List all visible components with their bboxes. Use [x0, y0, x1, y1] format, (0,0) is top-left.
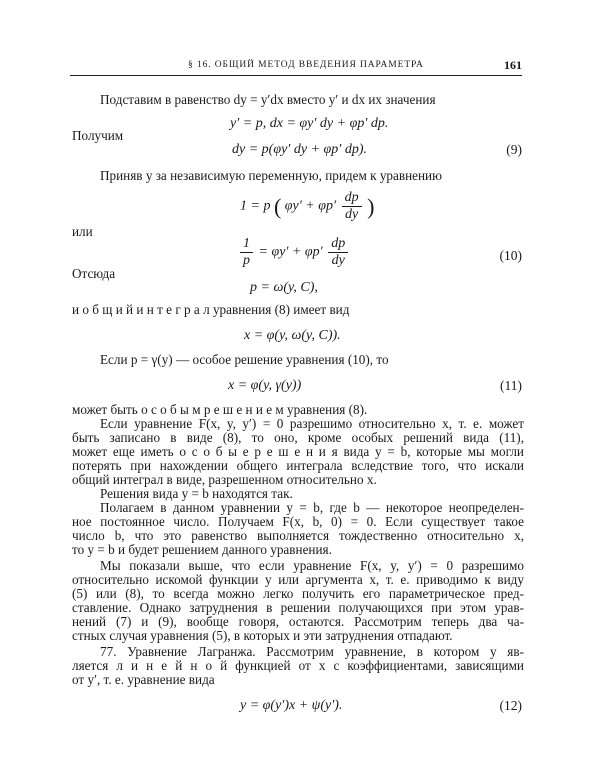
- text-line: ляется л и н е й н о й функцией от x с коэффициентами, зависящими: [72, 658, 524, 673]
- fraction: [328, 236, 348, 269]
- fraction-numerator: dp: [342, 190, 362, 207]
- text-line: то y = b и будет решением данного уравнения.: [72, 542, 332, 557]
- paren-open: (: [273, 194, 282, 219]
- formula: p = ω(y, C),: [250, 280, 318, 295]
- fraction: [240, 236, 253, 269]
- text-line: Если p = γ(y) — особое решение уравнения (10), то: [100, 352, 389, 367]
- formula: x = φ(y, γ(y)): [228, 378, 302, 393]
- text-line: ставление. Однако затруднения в решении получающихся при этом урав-: [72, 600, 524, 615]
- text-line: ное постоянное число. Получаем F(x, b, 0) = 0. Если существует такое: [72, 514, 524, 529]
- text-line: потерять при нахождении общего интеграла вследствие того, что искали: [72, 458, 524, 473]
- formula-part: 1 = p: [240, 198, 271, 214]
- fraction-numerator: 1: [240, 236, 253, 253]
- running-header: [70, 58, 522, 74]
- text-line: Полагаем в данном уравнении y = b, где b — некоторое неопределен-: [100, 500, 524, 515]
- text-line: и о б щ и й и н т е г р а л уравнения (8) имеет вид: [72, 302, 350, 317]
- formula: y = φ(y′)x + ψ(y′).: [240, 698, 343, 713]
- text-line: общий интеграл в виде, разрешенном относительно x.: [72, 472, 377, 487]
- text-line: Мы показали выше, что если уравнение F(x, y, y′) = 0 разрешимо: [100, 558, 524, 573]
- fraction: [342, 190, 362, 223]
- formula-part: φy′ + φp′: [284, 198, 337, 214]
- fraction-denominator: dy: [344, 207, 359, 222]
- formula: [240, 190, 374, 223]
- header-rule: [70, 75, 522, 76]
- formula: [238, 236, 350, 269]
- equation-number: (9): [506, 142, 522, 157]
- text-line: (5) или (8), то всегда можно легко получить его параметрическое пред-: [72, 586, 524, 601]
- formula-part: = φy′ + φp′: [258, 244, 323, 260]
- formula: x = φ(y, ω(y, C)).: [244, 328, 341, 343]
- equation-number: (12): [499, 698, 522, 713]
- formula: dy = p(φy′ dy + φp′ dp).: [232, 142, 367, 157]
- text-line: Отсюда: [72, 266, 116, 281]
- section-heading-line: 77. Уравнение Лагранжа. Рассмотрим уравнение, в котором y яв-: [100, 644, 524, 659]
- fraction-denominator: p: [243, 253, 250, 268]
- text-line: Решения вида y = b находятся так.: [100, 486, 293, 501]
- fraction-numerator: dp: [328, 236, 348, 253]
- equation-number: (11): [500, 378, 522, 393]
- text-line: может быть о с о б ы м р е ш е н и е м уравнения (8).: [72, 402, 368, 417]
- text-line: Если уравнение F(x, y, y′) = 0 разрешимо относительно x, т. е. может: [100, 416, 524, 431]
- text-line: или: [72, 224, 93, 239]
- text-line: число b, что это равенство выполняется тождественно относительно x,: [72, 528, 524, 543]
- header-title: § 16. ОБЩИЙ МЕТОД ВВЕДЕНИЯ ПАРАМЕТРА: [188, 60, 424, 70]
- text-line: стных случая уравнения (5), в которых и эти затруднения отпадают.: [72, 628, 453, 643]
- paren-close: ): [367, 194, 375, 219]
- fraction-denominator: dy: [331, 253, 345, 268]
- text-line: Подставим в равенство dy = y′dx вместо y′ и dx их значения: [100, 92, 436, 107]
- text-line: Приняв y за независимую переменную, придем к уравнению: [100, 168, 442, 183]
- page-number: 161: [504, 58, 522, 72]
- text-line: Получим: [72, 128, 124, 143]
- text-line: быть записано в виде (8), то оно, кроме особых решений вида (11),: [72, 430, 524, 445]
- text-line: относительно искомой функции y или аргумента x, т. е. приводимо к виду: [72, 572, 524, 587]
- text-line: от y′, т. е. уравнение вида: [72, 672, 215, 687]
- text-line: нений (7) и (9), вообще говоря, остаются. Рассмотрим теперь два ча-: [72, 614, 524, 629]
- text-line: может еще иметь о с о б ы е р е ш е н и я вида y = b, которые мы могли: [72, 444, 524, 459]
- equation-number: (10): [499, 248, 522, 263]
- formula: y′ = p, dx = φy′ dy + φp′ dp.: [230, 116, 389, 131]
